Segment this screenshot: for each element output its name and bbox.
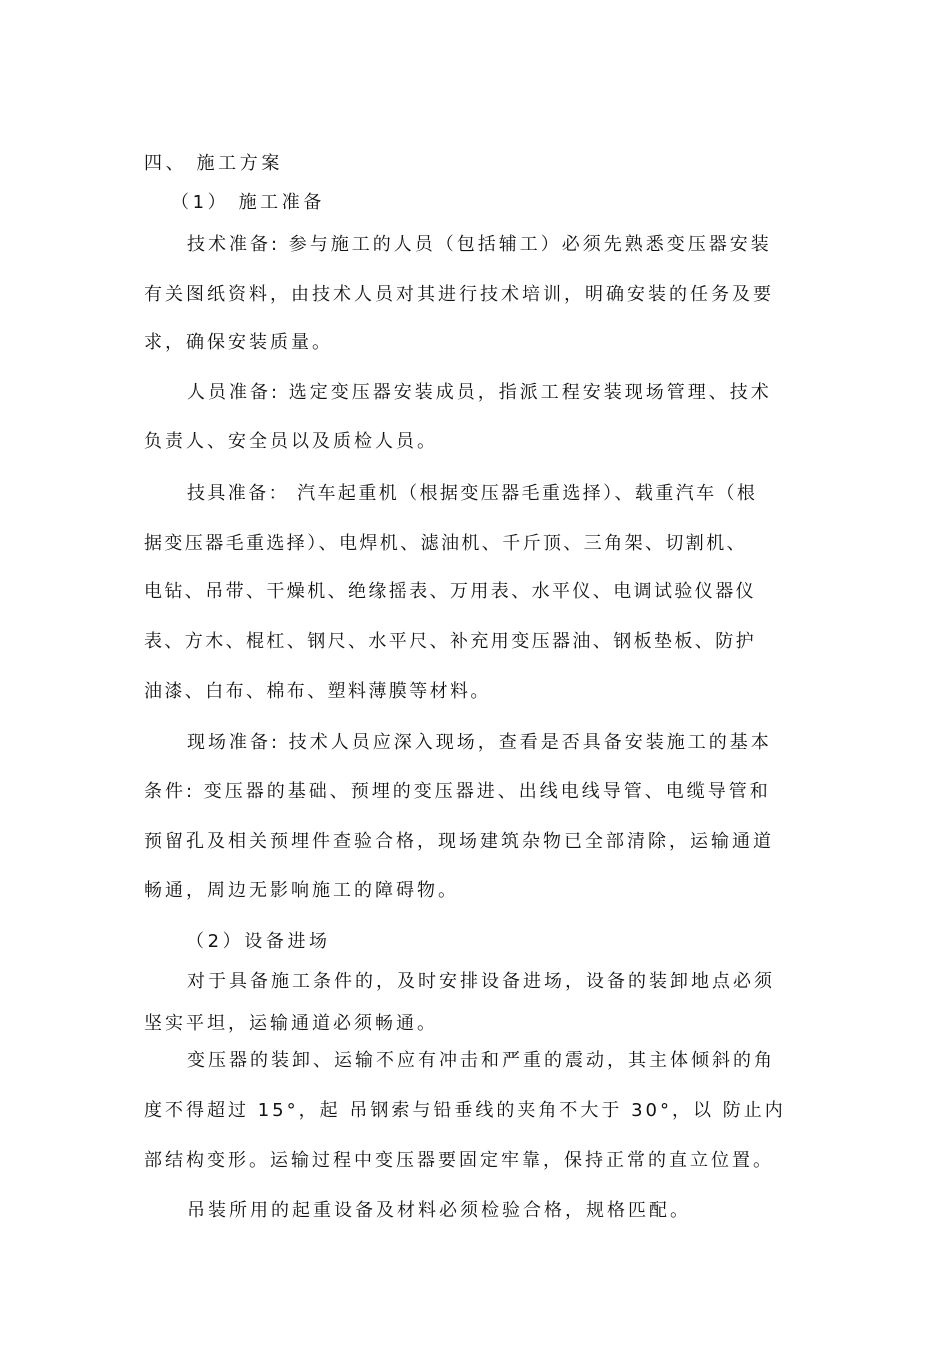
paragraph-site-line-4: 畅通，周边无影响施工的障碍物。 xyxy=(144,880,459,901)
paragraph-site-line-3: 预留孔及相关预埋件查验合格，现场建筑杂物已全部清除，运输通道 xyxy=(144,831,774,852)
section-title: 四、 施工方案 xyxy=(144,153,283,174)
paragraph-tools-line-4: 表、方木、棍杠、钢尺、水平尺、补充用变压器油、钢板垫板、防护 xyxy=(144,631,756,652)
subsection-title-equipment-entry: （2）设备进场 xyxy=(186,931,331,952)
paragraph-site-line-2: 条件: 变压器的基础、预埋的变压器进、出线电线导管、电缆导管和 xyxy=(144,781,771,802)
paragraph-entry-line-2: 坚实平坦，运输通道必须畅通。 xyxy=(144,1013,438,1034)
paragraph-tools-line-5: 油漆、白布、棉布、塑料薄膜等材料。 xyxy=(144,681,491,702)
paragraph-transport-line-1: 变压器的装卸、运输不应有冲击和严重的震动，其主体倾斜的角 xyxy=(187,1050,775,1071)
paragraph-tools-line-3: 电钻、吊带、干燥机、绝缘摇表、万用表、水平仪、电调试验仪器仪 xyxy=(144,581,756,602)
paragraph-transport-line-3: 部结构变形。运输过程中变压器要固定牢靠，保持正常的直立位置。 xyxy=(144,1150,774,1171)
paragraph-tools-line-2: 据变压器毛重选择）、电焊机、滤油机、千斤顶、三角架、切割机、 xyxy=(144,533,747,554)
paragraph-technical-line-3: 求，确保安装质量。 xyxy=(144,332,333,353)
paragraph-staff-line-2: 负责人、安全员以及质检人员。 xyxy=(144,431,438,452)
paragraph-lifting-line-1: 吊装所用的起重设备及材料必须检验合格，规格匹配。 xyxy=(187,1200,691,1221)
paragraph-tools-line-1: 技具准备： 汽车起重机（根据变压器毛重选择）、载重汽车（根 xyxy=(187,483,758,504)
paragraph-site-line-1: 现场准备: 技术人员应深入现场，查看是否具备安装施工的基本 xyxy=(187,732,772,753)
paragraph-technical-line-1: 技术准备: 参与施工的人员（包括辅工）必须先熟悉变压器安装 xyxy=(187,234,772,255)
paragraph-transport-line-2: 度不得超过 15°，起 吊钢索与铅垂线的夹角不大于 30°，以 防止内 xyxy=(144,1100,786,1121)
paragraph-entry-line-1: 对于具备施工条件的，及时安排设备进场，设备的装卸地点必须 xyxy=(187,971,775,992)
subsection-title-preparation: （1） 施工准备 xyxy=(171,192,325,213)
paragraph-technical-line-2: 有关图纸资料，由技术人员对其进行技术培训，明确安装的任务及要 xyxy=(144,284,774,305)
paragraph-staff-line-1: 人员准备: 选定变压器安装成员，指派工程安装现场管理、技术 xyxy=(187,382,772,403)
